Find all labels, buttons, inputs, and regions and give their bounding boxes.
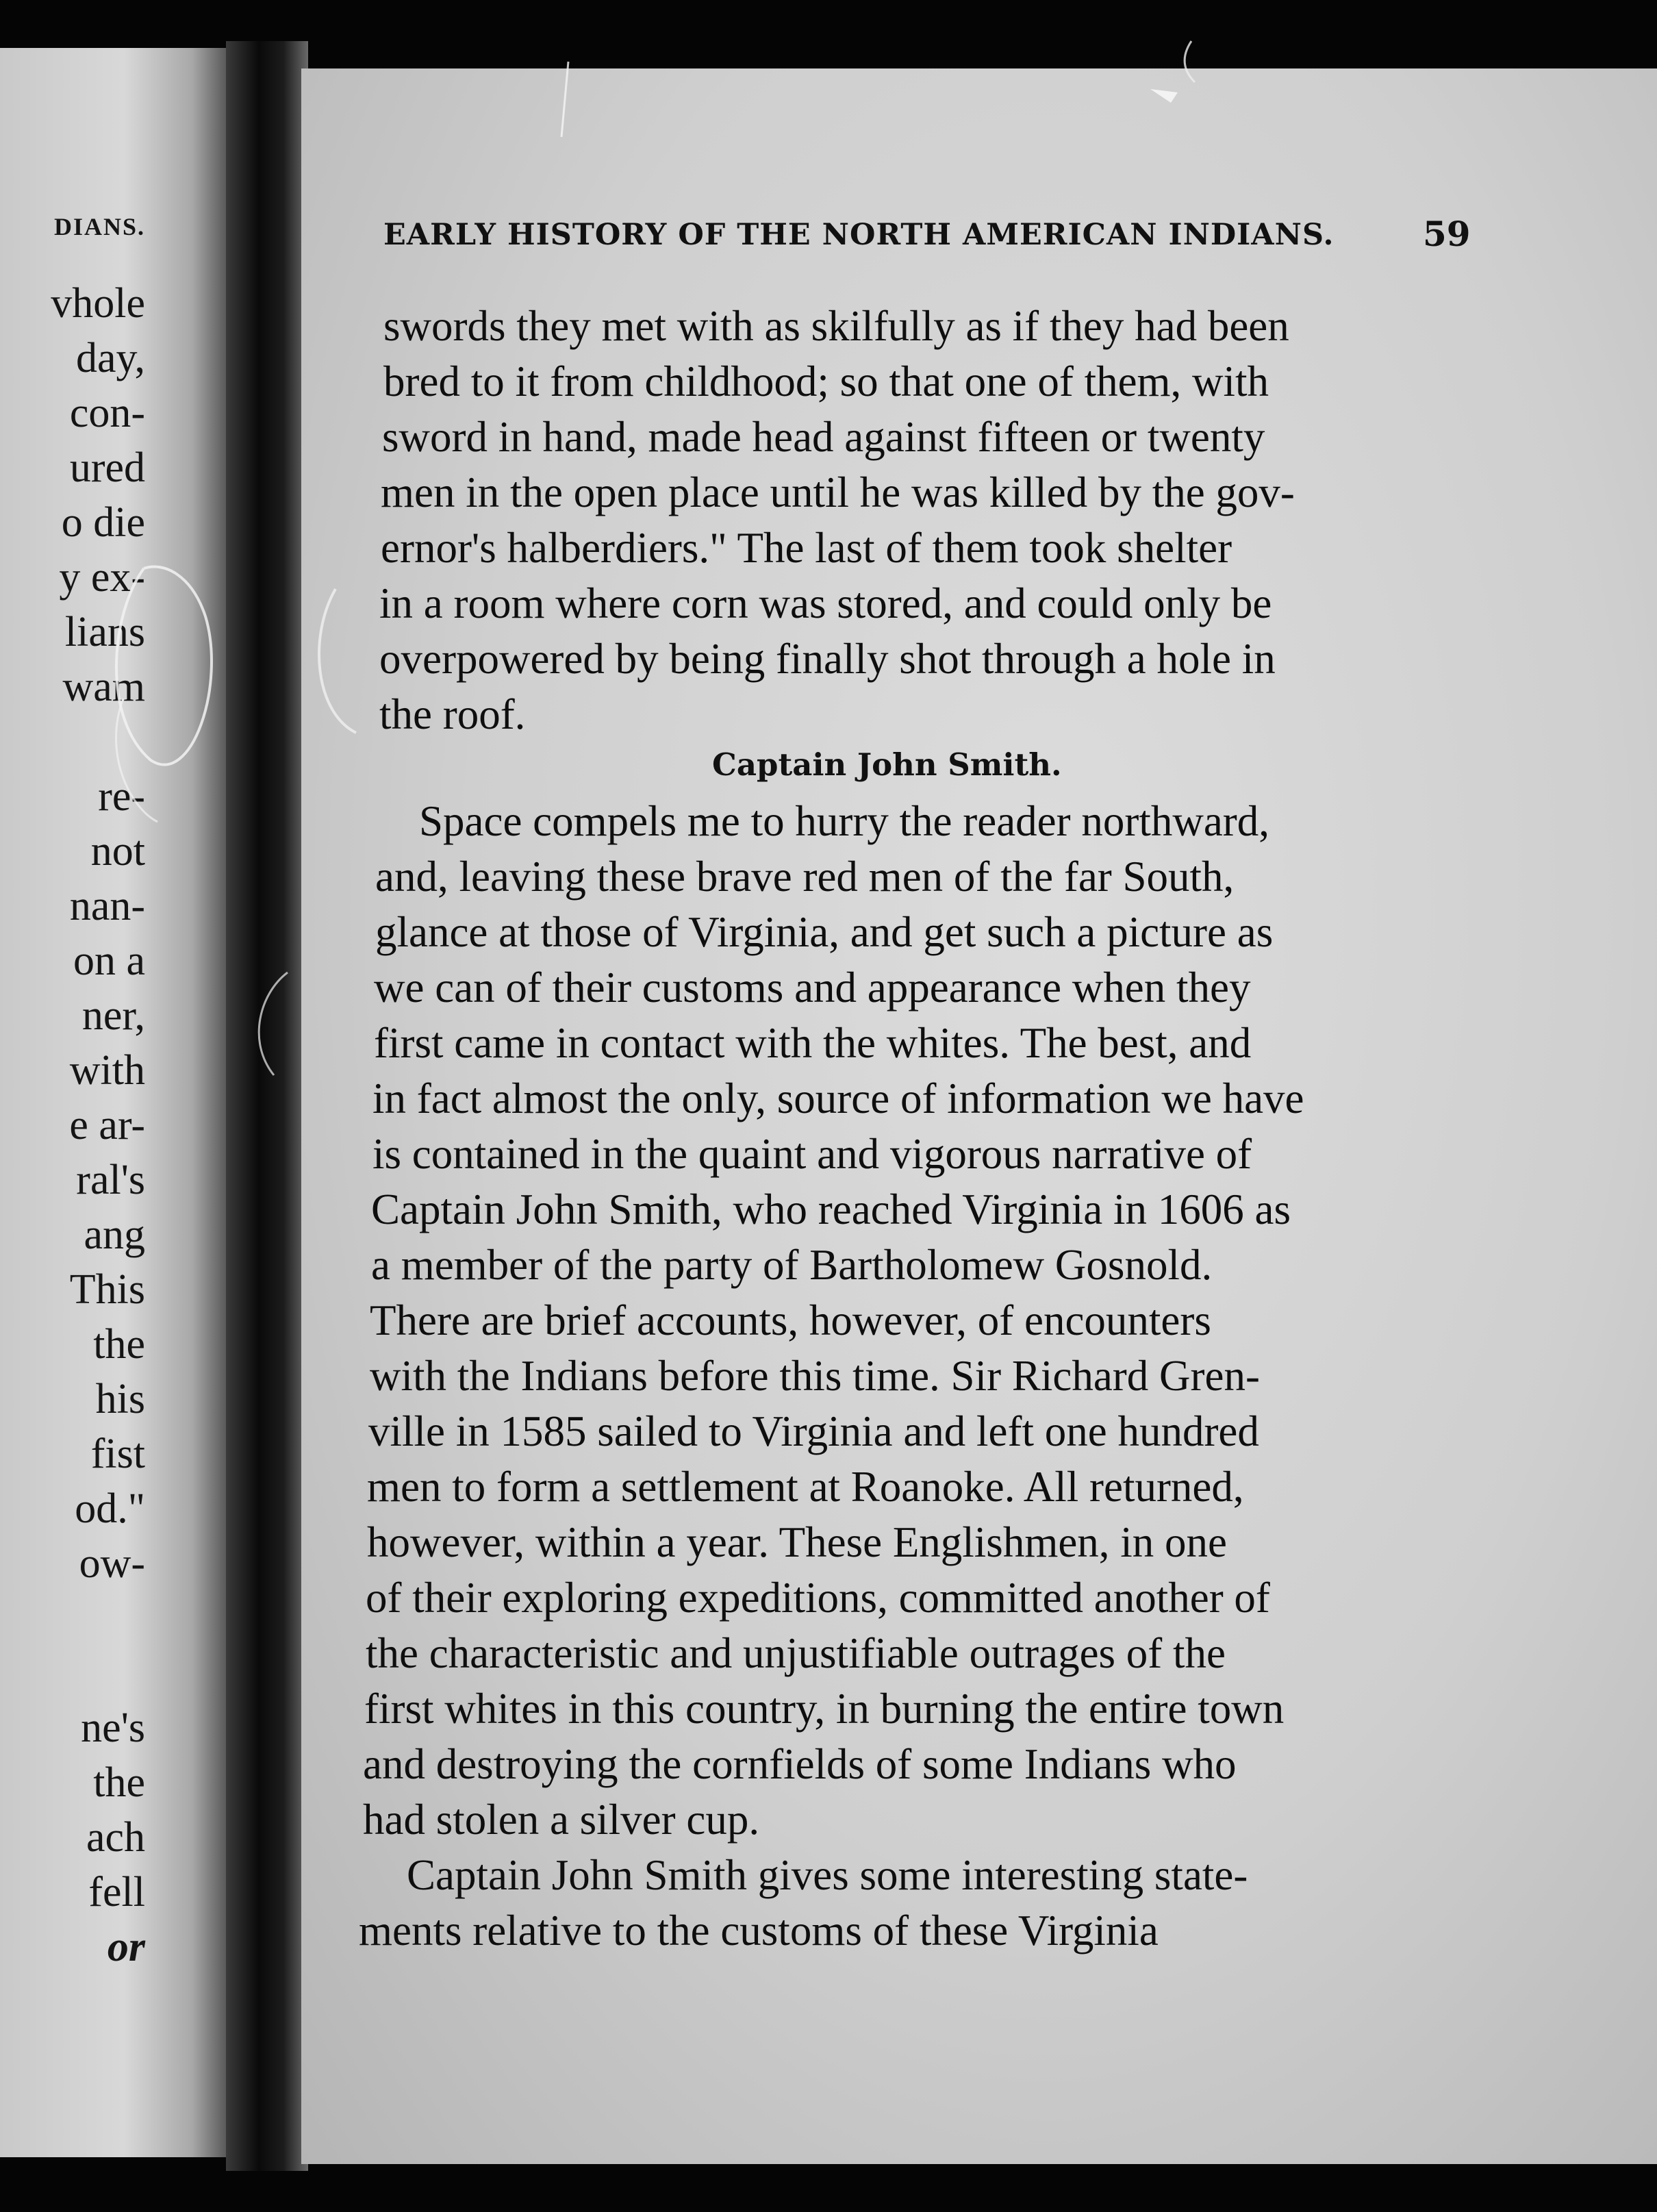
left-page-line: ured (69, 444, 145, 491)
body-line: Captain John Smith, who reached Virginia in 1606 as (371, 1185, 1291, 1233)
left-page-line: day, (76, 335, 145, 381)
body-line: the roof. (379, 690, 526, 738)
page-number: 59 (1423, 214, 1471, 254)
left-page-line: od." (75, 1485, 145, 1532)
left-page-line: o die (61, 499, 145, 546)
left-page-running-head-fragment: DIANS. (53, 213, 145, 240)
body-line: and, leaving these brave red men of the far South, (375, 853, 1235, 901)
left-page-line: on a (73, 938, 145, 984)
left-page-line: y ex- (59, 554, 145, 601)
book-spine (226, 41, 308, 2171)
left-page-line: ne's (81, 1705, 145, 1751)
left-page-line: the (93, 1759, 145, 1806)
left-page-line: e ar- (69, 1102, 145, 1148)
body-line: glance at those of Virginia, and get such a picture as (375, 908, 1274, 956)
left-page-line: or (107, 1924, 145, 1970)
body-line: the characteristic and unjustifiable outrages of the (366, 1629, 1226, 1677)
body-line: ville in 1585 sailed to Virginia and left one hundred (368, 1407, 1259, 1455)
body-line: Captain John Smith gives some interesting state- (407, 1851, 1248, 1899)
body-line: is contained in the quaint and vigorous narrative of (372, 1130, 1252, 1178)
body-line: with the Indians before this time. Sir Richard Gren- (370, 1352, 1260, 1400)
body-line: ernor's halberdiers." The last of them took shelter (381, 524, 1232, 572)
left-page-line: vhole (51, 280, 145, 327)
body-line: sword in hand, made head against fifteen or twenty (382, 413, 1265, 461)
body-line: ments relative to the customs of these Virginia (359, 1907, 1159, 1955)
body-line: however, within a year. These Englishmen, in one (367, 1518, 1228, 1566)
body-line: first came in contact with the whites. The best, and (374, 1019, 1252, 1067)
body-line: had stolen a silver cup. (363, 1796, 760, 1844)
body-line: we can of their customs and appearance when they (374, 964, 1251, 1011)
body-line: of their exploring expeditions, committed another of (366, 1574, 1270, 1622)
body-line: and destroying the cornfields of some Indians who (363, 1740, 1237, 1788)
body-line: men to form a settlement at Roanoke. All returned, (367, 1463, 1244, 1511)
left-page-line: wam (62, 664, 145, 710)
left-page (0, 48, 226, 2157)
body-line: in fact almost the only, source of information we have (372, 1074, 1304, 1122)
body-line: a member of the party of Bartholomew Gosnold. (371, 1241, 1213, 1289)
left-page-line: fist (90, 1431, 145, 1477)
left-page-line: This (69, 1266, 145, 1313)
body-line: There are brief accounts, however, of encounters (370, 1296, 1211, 1344)
running-head: EARLY HISTORY OF THE NORTH AMERICAN INDIANS. (383, 218, 1335, 252)
left-page-line: ach (86, 1814, 145, 1861)
left-page-line: nan- (69, 883, 145, 929)
body-line: in a room where corn was stored, and could only be (379, 579, 1272, 627)
left-page-line: re- (98, 773, 145, 820)
left-page-line: ral's (76, 1157, 145, 1203)
left-page-line: lians (64, 609, 145, 655)
left-page-line: ang (84, 1211, 145, 1258)
left-page-line: his (95, 1376, 145, 1422)
body-line: Space compels me to hurry the reader northward, (419, 797, 1270, 845)
left-page-line: ner, (81, 992, 145, 1039)
body-line: overpowered by being finally shot through a hole in (379, 635, 1276, 683)
left-page-line: fell (88, 1869, 145, 1915)
section-heading: Captain John Smith. (712, 746, 1062, 783)
body-line: first whites in this country, in burning the entire town (364, 1685, 1285, 1733)
left-page-line: con- (69, 390, 145, 436)
body-line: swords they met with as skilfully as if they had been (383, 302, 1289, 350)
left-page-line: ow- (79, 1540, 145, 1587)
left-page-line: the (93, 1321, 145, 1368)
body-line: men in the open place until he was killed by the gov- (381, 468, 1295, 516)
left-page-line: not (90, 828, 145, 875)
body-line: bred to it from childhood; so that one of them, with (383, 357, 1269, 405)
left-page-line: with (69, 1047, 145, 1094)
